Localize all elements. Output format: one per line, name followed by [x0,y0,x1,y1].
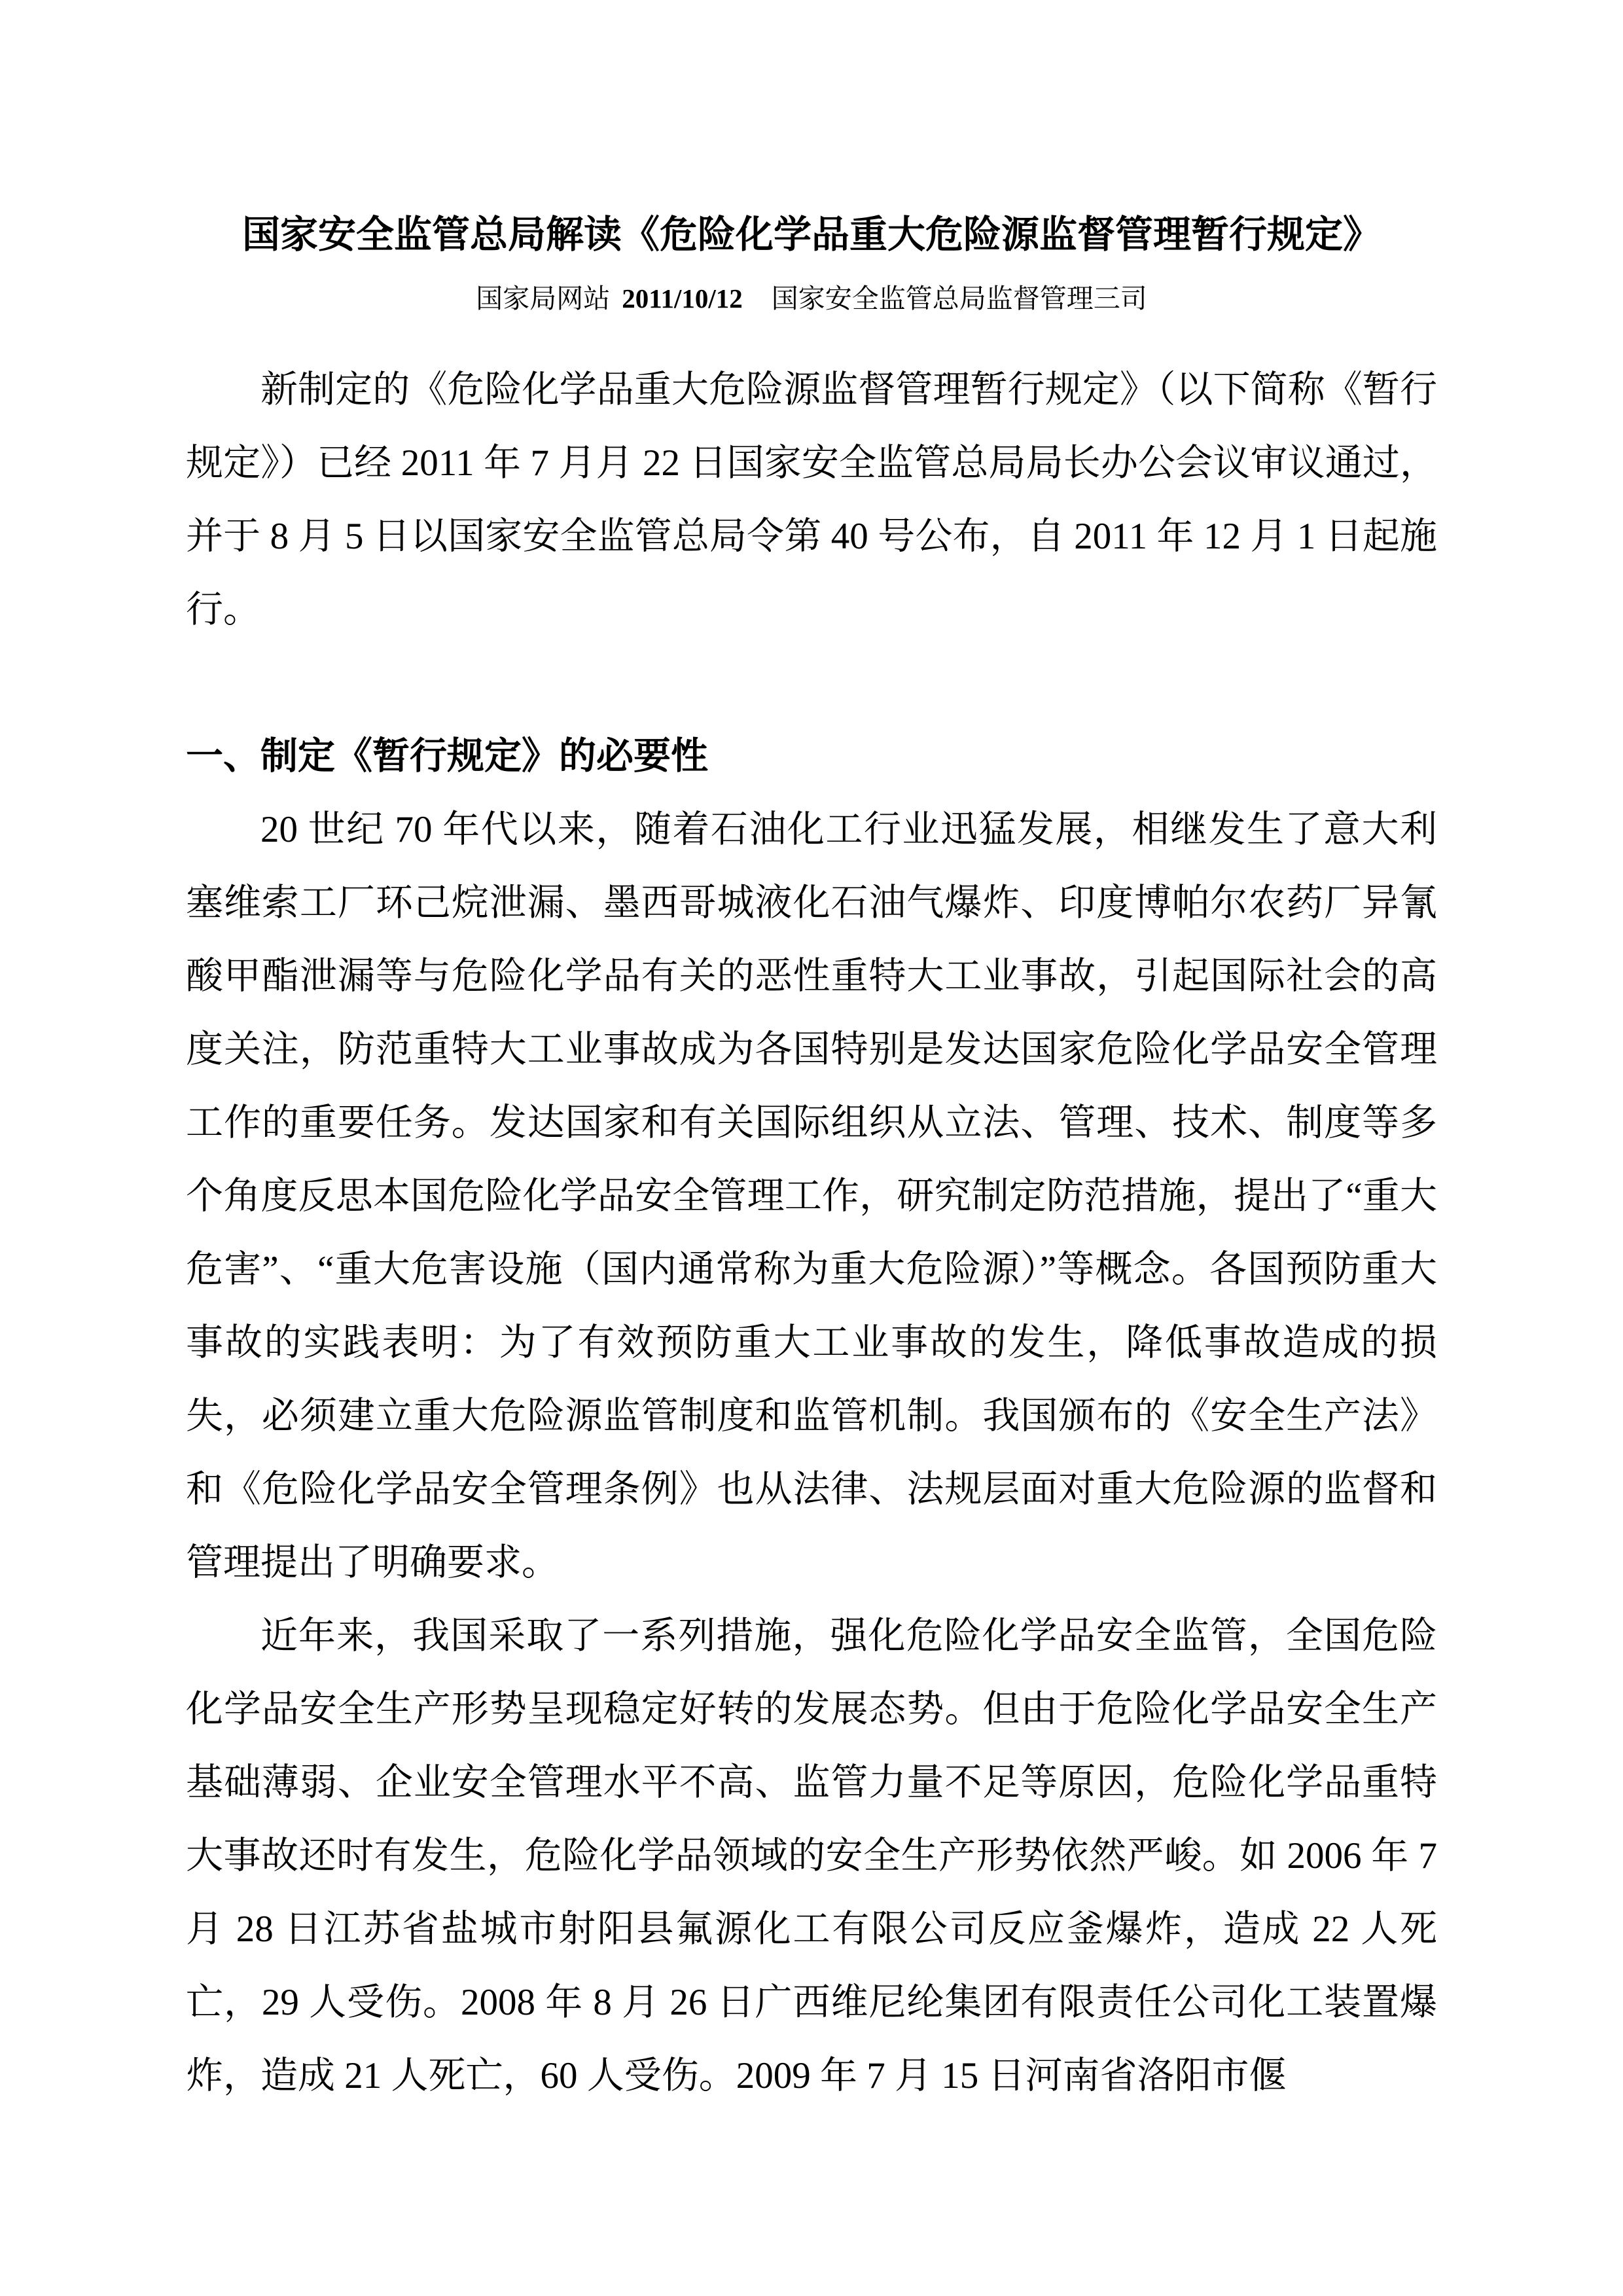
document-body [186,353,1437,2113]
byline-source: 国家局网站 [476,283,611,314]
document-content [186,0,1437,2113]
document-byline [186,281,1437,315]
byline-date: 2011/10/12 [622,283,743,314]
byline-department: 国家安全监管总局监督管理三司 [771,283,1147,314]
section-1-heading: 一、制定《暂行规定》的必要性 [186,736,708,777]
document-title: 国家安全监管总局解读《危险化学品重大危险源监督管理暂行规定》 [241,213,1381,256]
section-1-paragraph-1: 20 世纪 70 年代以来，随着石油化工行业迅猛发展，相继发生了意大利塞维索工厂环己烷泄漏、墨西哥城液化石油气爆炸、印度博帕尔农药厂异氰酸甲酯泄漏等与危险化学品有关的恶性重特大工业事故，引起国际社会的高度关注，防范重特大工业事故成为各国特别是发达国家危险化学品安全管理工作的重要任务。发达国家和有关国际组织从立法、管理、技术、制度等多个角度反思本国危险化学品安全管理工作，研究制定防范措施，提出了“重大危害”、“重大危害设施（国内通常称为重大危险源）”等概念。各国预防重大事故的实践表明：为了有效预防重大工业事故的发生，降低事故造成的损失，必须建立重大危险源监管制度和监管机制。我国颁布的《安全生产法》和《危险化学品安全管理条例》也从法律、法规层面对重大危险源的监督和管理提出了明确要求。 [186,809,1437,1583]
intro-paragraph: 新制定的《危险化学品重大危险源监督管理暂行规定》（以下简称《暂行规定》）已经 2011 年 7 月月 22 日国家安全监管总局局长办公会议审议通过，并于 8 月 5 日以国家安全监管总局令第 40 号公布，自 2011 年 12 月 1 日起施行。 [186,369,1437,630]
section-1-paragraph-2: 近年来，我国采取了一系列措施，强化危险化学品安全监管，全国危险化学品安全生产形势呈现稳定好转的发展态势。但由于危险化学品安全生产基础薄弱、企业安全管理水平不高、监管力量不足等原因，危险化学品重特大事故还时有发生，危险化学品领域的安全生产形势依然严峻。如 2006 年 7 月 28 日江苏省盐城市射阳县氟源化工有限公司反应釜爆炸，造成 22 人死亡，29 人受伤。2008 年 8 月 26 日广西维尼纶集团有限责任公司化工装置爆炸，造成 21 人死亡，60 人受伤。2009 年 7 月 15 日河南省洛阳市偃 [186,1615,1437,2096]
